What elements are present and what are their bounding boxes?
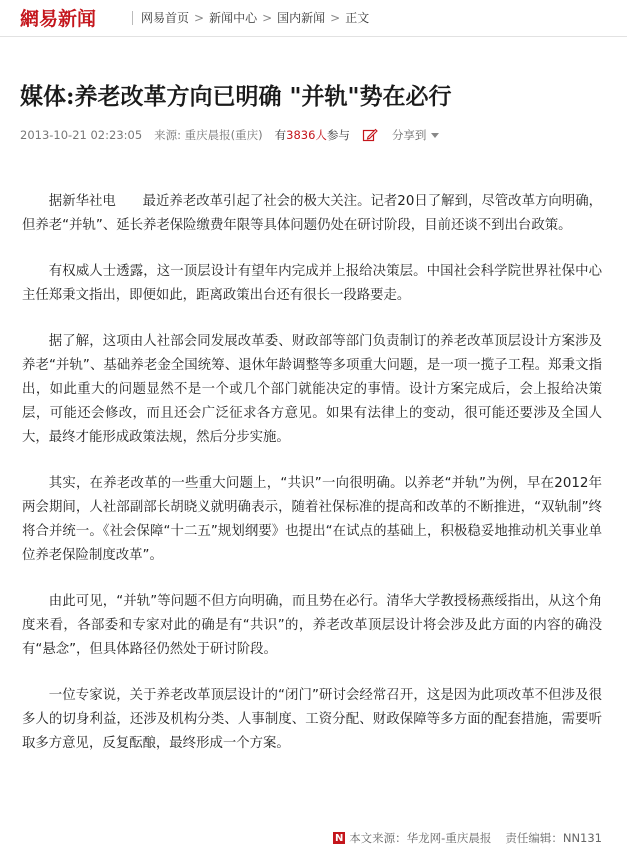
breadcrumb-home-link[interactable]: 网易首页: [141, 11, 190, 25]
article-paragraph: 据了解，这项由人社部会同发展改革委、财政部等部门负责制订的养老改革顶层设计方案涉及养老“并轨”、基础养老金全国统筹、退休年龄调整等多项重大问题，是一项一揽子工程。郑秉文指出，如此重大的问题显然不是一个或几个部门就能决定的事情。设计方案完成后，会上报给决策层，可能还会修改，而且还会广泛征求各方意见。如果有法律上的变动，很可能还要涉及全国人大，最终才能形成政策法规，然后分步实施。: [22, 334, 602, 445]
footer-editor: 责任编辑：NN131: [505, 831, 602, 845]
breadcrumb: [132, 9, 369, 26]
publish-datetime: 2013-10-21 02:23:05: [20, 128, 143, 142]
breadcrumb-separator: >: [330, 10, 341, 25]
participants-link[interactable]: [275, 127, 350, 143]
breadcrumb-separator: >: [194, 10, 205, 25]
breadcrumb-current-page: 正文: [345, 11, 370, 25]
article-title: 媒体:养老改革方向已明确 "并轨"势在必行: [20, 83, 452, 110]
breadcrumb-separator: >: [262, 10, 273, 25]
article-body: [22, 190, 602, 778]
participants-suffix: 参与: [326, 128, 350, 142]
comment-edit-icon[interactable]: [362, 127, 378, 143]
share-dropdown[interactable]: [392, 127, 440, 143]
breadcrumb-news-center-link[interactable]: 新闻中心: [209, 11, 258, 25]
article-meta: [20, 127, 439, 143]
participants-prefix: 有: [274, 128, 287, 142]
article-paragraph: 据新华社电 最近养老改革引起了社会的极大关注。记者20日了解到，尽管改革方向明确，但养老“并轨”、延长养老保险缴费年限等具体问题仍处在研讨阶段，目前还谈不到出台政策。: [22, 194, 602, 233]
breadcrumb-divider: [132, 11, 133, 25]
participants-count: 3836人: [286, 128, 327, 142]
article-paragraph: 由此可见，“并轨”等问题不但方向明确，而且势在必行。清华大学教授杨燕绥指出，从这个角度来看，各部委和专家对此的确是有“共识”的，养老改革顶层设计将会涉及此方面的内容的确没有“悬念”，但具体路径仍然处于研讨阶段。: [22, 594, 602, 657]
article-source: 来源: 重庆晨报(重庆): [154, 128, 263, 142]
article-paragraph: 其实，在养老改革的一些重大问题上，“共识”一向很明确。以养老“并轨”为例，早在2012年两会期间，人社部副部长胡晓义就明确表示，随着社保标准的提高和改革的不断推进，“双轨制”终将合并统一。《社会保障“十二五”规划纲要》也提出“在试点的基础上，积极稳妥地推动机关事业单位养老保险制度改革”。: [22, 476, 602, 563]
netease-n-icon: N: [335, 832, 344, 844]
logo-text: 網易新闻: [20, 7, 97, 30]
top-navigation-bar: [0, 0, 627, 37]
article-paragraph: 一位专家说，关于养老改革顶层设计的“闭门”研讨会经常召开，这是因为此项改革不但涉及很多人的切身利益，还涉及机构分类、人事制度、工资分配、财政保障等多方面的配套措施，需要听取多方意见，反复酝酿，最终形成一个方案。: [22, 688, 602, 751]
footer-source: 本文来源：华龙网-重庆晨报: [349, 831, 492, 845]
share-label: 分享到: [391, 128, 427, 142]
article-footer: [333, 830, 602, 846]
breadcrumb-domestic-news-link[interactable]: 国内新闻: [277, 11, 326, 25]
netease-news-logo[interactable]: [20, 4, 96, 30]
chevron-down-icon: [431, 133, 439, 138]
article-paragraph: 有权威人士透露，这一顶层设计有望年内完成并上报给决策层。中国社会科学院世界社保中心主任郑秉文指出，即便如此，距离政策出台还有很长一段路要走。: [22, 264, 602, 303]
